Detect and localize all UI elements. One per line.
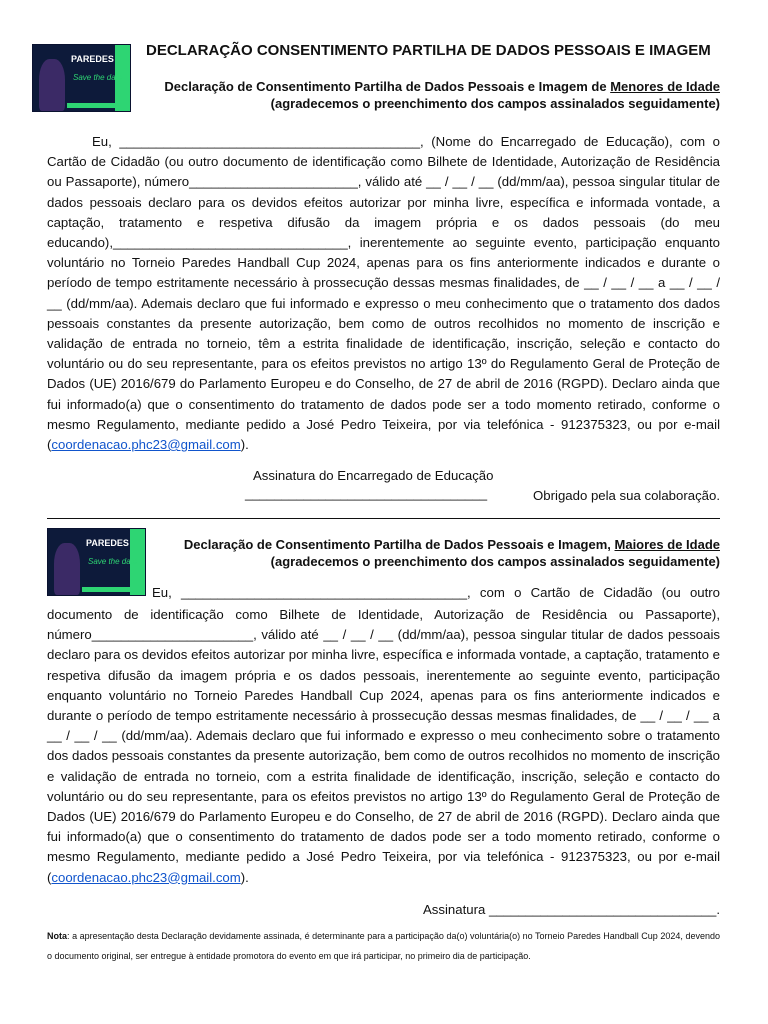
event-logo-bottom <box>47 528 146 596</box>
logo-green-strip <box>67 103 115 108</box>
adults-body-text: documento de identificação como Bilhete de Identidade, Autorização de Residência ou Passaporte), número______________________, válido até __ / __ / __ (dd/mm/aa), pessoa singular titular de dados pessoais declaro para os devidos efeitos autorizar por minha livre, específica e informada vontade, a captação, tratamento e respetiva difusão da imagem própria e os dados pessoais, inerentemente ao seguinte evento, participação enquanto voluntário no Torneio Paredes Handball Cup 2024, apenas para os fins anteriormente indicados e durante o período de tempo estritamente necessário à prossecução dessas mesmas finalidades, de __ / __ / __ a __ / __ / __ (dd/mm/aa). Ademais declaro que fui informado e expresso o meu conhecimento sobre o tratamento dos dados pessoais constantes da presente autorização, bem como de outros recolhidos no momento de inscrição e validação de entrada no torneio, com a estrita finalidade de identificação, inscrição, seleção e contacto do voluntário ou do seu representante, para os efeitos previstos no artigo 13º do Regulamento Geral de Proteção de Dados (UE) 2016/679 do Parlamento Europeu e do Conselho, de 27 de abril de 2016 (RGPD). Declaro ainda que fui informado(a) que o consentimento do tratamento de dados pode ser a todo momento retirado, conforme o mesmo Regulamento, mediante pedido a José Pedro Teixeira, por via telefónica - 912375323, ou por e-mail ( <box>47 607 720 885</box>
minors-body-text: Eu, _________________________________________, (Nome do Encarregado de Educação), com o Cartão de Cidadão (ou outro documento de identificação como Bilhete de Identidade, Autorização de Residência ou Passaporte), número_______________________, válido até __ / __ / __ (dd/mm/aa), pessoa singular titular de dados pessoais declaro para os devidos efeitos autorizar por minha livre, específica e informada vontade, a captação, tratamento e respetiva difusão da imagem própria e os dados pessoais (do meu educando),________________________________, inerentemente ao seguinte evento, participação enquanto voluntário no Torneio Paredes Handball Cup 2024, apenas para os fins anteriormente indicados e durante o período de tempo estritamente necessário à prossecução dessas mesmas finalidades, de __ / __ / __ a __ / __ / __ (dd/mm/aa). Ademais declaro que fui informado e expresso o meu conhecimento que o tratamento dos dados pessoais constantes da presente autorização, bem como de outros recolhidos no momento de inscrição e validação de entrada no torneio, têm a estrita finalidade de identificação, inscrição, seleção e contacto do voluntário ou do seu representante, para os efeitos previstos no artigo 13º do Regulamento Geral de Proteção de Dados (UE) 2016/679 do Parlamento Europeu e do Conselho, de 27 de abril de 2016 (RGPD). Declaro ainda que fui informado(a) que o consentimento do tratamento de dados pode ser a todo momento retirado, conforme o mesmo Regulamento, mediante pedido a José Pedro Teixeira, por via telefónica - 912375323, ou por e-mail ( <box>47 134 720 453</box>
adults-subtitle-prefix: Declaração de Consentimento Partilha de Dados Pessoais e Imagem, <box>183 537 615 552</box>
footer-note <box>47 927 720 966</box>
page-title: DECLARAÇÃO CONSENTIMENTO PARTILHA DE DADOS PESSOAIS E IMAGEM <box>146 42 711 59</box>
logo-subtext: Save the date <box>73 73 123 82</box>
adults-subtitle-underlined: Maiores de Idade <box>614 537 720 552</box>
logo-subtext: Save the date <box>88 557 138 566</box>
adults-email-link[interactable]: coordenacao.phc23@gmail.com <box>51 869 241 885</box>
adults-declaration-body <box>47 605 720 888</box>
note-text: : a apresentação desta Declaração devidamente assinada, é determinante para a participação da(o) voluntária(o) no Torneio Paredes Handball Cup 2024, devendo o documento original, ser entregue à entidade promotora do evento em que irá participar, no primeiro dia de participação. <box>47 931 720 961</box>
adults-subtitle <box>184 536 720 570</box>
minors-body-end: ). <box>240 437 249 453</box>
player-figure <box>54 543 80 595</box>
note-label: Nota <box>47 931 67 941</box>
minors-signature-label: Assinatura do Encarregado de Educação <box>253 468 494 483</box>
minors-subtitle-line2: (agradecemos o preenchimento dos campos assinalados seguidamente) <box>270 96 720 111</box>
logo-text: PAREDES <box>71 54 114 64</box>
minors-subtitle-prefix: Declaração de Consentimento Partilha de Dados Pessoais e Imagem de <box>164 79 611 94</box>
minors-subtitle-underlined: Menores de Idade <box>610 79 720 94</box>
adults-body-first-line: Eu, _______________________________________, com o Cartão de Cidadão (ou outro <box>152 585 720 600</box>
minors-subtitle <box>164 78 720 112</box>
logo-green-strip <box>82 587 130 592</box>
section-divider <box>47 518 720 519</box>
minors-declaration-body <box>47 132 720 455</box>
adults-body-end: ). <box>240 869 249 885</box>
adults-signature[interactable]: Assinatura _______________________________. <box>423 902 720 917</box>
player-figure <box>39 59 65 111</box>
minors-signature-line[interactable]: _________________________________ <box>245 486 488 501</box>
event-logo-top <box>32 44 131 112</box>
minors-email-link[interactable]: coordenacao.phc23@gmail.com <box>51 437 241 453</box>
minors-thanks: Obrigado pela sua colaboração. <box>533 488 720 503</box>
logo-text: PAREDES <box>86 538 129 548</box>
adults-subtitle-line2: (agradecemos o preenchimento dos campos assinalados seguidamente) <box>270 554 720 569</box>
